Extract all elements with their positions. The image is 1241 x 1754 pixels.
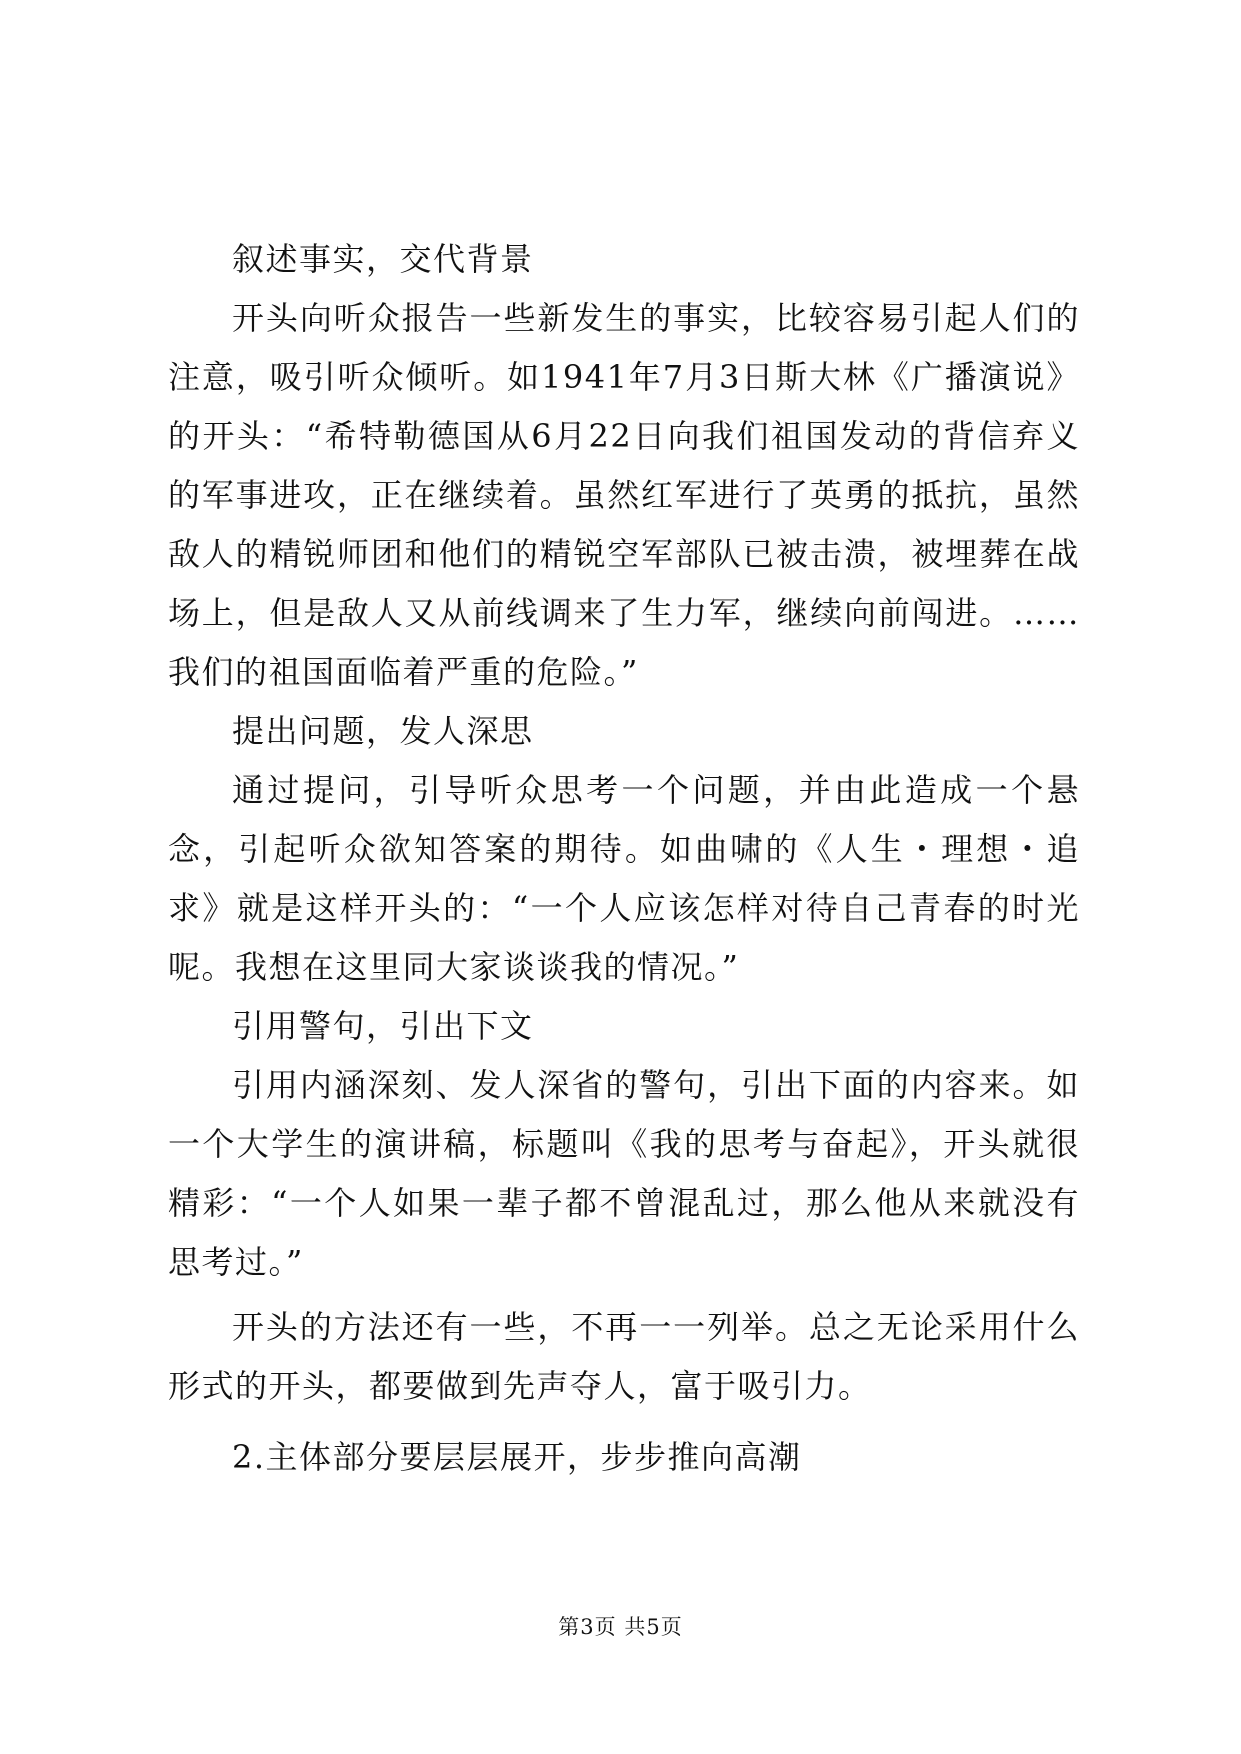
- paragraph-raise-question: 通过提问，引导听众思考一个问题，并由此造成一个悬念，引起听众欲知答案的期待。如曲啸的《人生・理想・追求》就是这样开头的：“一个人应该怎样对待自己青春的时光呢。我想在这里同大家谈谈我的情况。”: [168, 771, 1080, 986]
- section-heading-narrate-facts: 叙述事实，交代背景: [232, 240, 534, 278]
- paragraph-quote-aphorism: 引用内涵深刻、发人深省的警句，引出下面的内容来。如一个大学生的演讲稿，标题叫《我的思考与奋起》，开头就很精彩：“一个人如果一辈子都不曾混乱过，那么他从来就没有思考过。”: [168, 1066, 1080, 1281]
- section-heading-quote-aphorism: 引用警句，引出下文: [232, 1007, 534, 1045]
- section-heading-raise-question: 提出问题，发人深思: [232, 712, 534, 750]
- paragraph-narrate-facts: 开头向听众报告一些新发生的事实，比较容易引起人们的注意，吸引听众倾听。如1941年7月3日斯大林《广播演说》的开头：“希特勒德国从6月22日向我们祖国发动的背信弃义的军事进攻，正在继续着。虽然红军进行了英勇的抵抗，虽然敌人的精锐师团和他们的精锐空军部队已被击溃，被埋葬在战场上，但是敌人又从前线调来了生力军，继续向前闯进。……我们的祖国面临着严重的危险。”: [168, 299, 1080, 691]
- page-number-footer: 第3页 共5页: [558, 1615, 683, 1639]
- document-body: [168, 230, 1080, 1487]
- section-heading-main-body: 2.主体部分要层层展开，步步推向高潮: [232, 1438, 802, 1476]
- paragraph-summary: 开头的方法还有一些，不再一一列举。总之无论采用什么形式的开头，都要做到先声夺人，富于吸引力。: [168, 1308, 1080, 1405]
